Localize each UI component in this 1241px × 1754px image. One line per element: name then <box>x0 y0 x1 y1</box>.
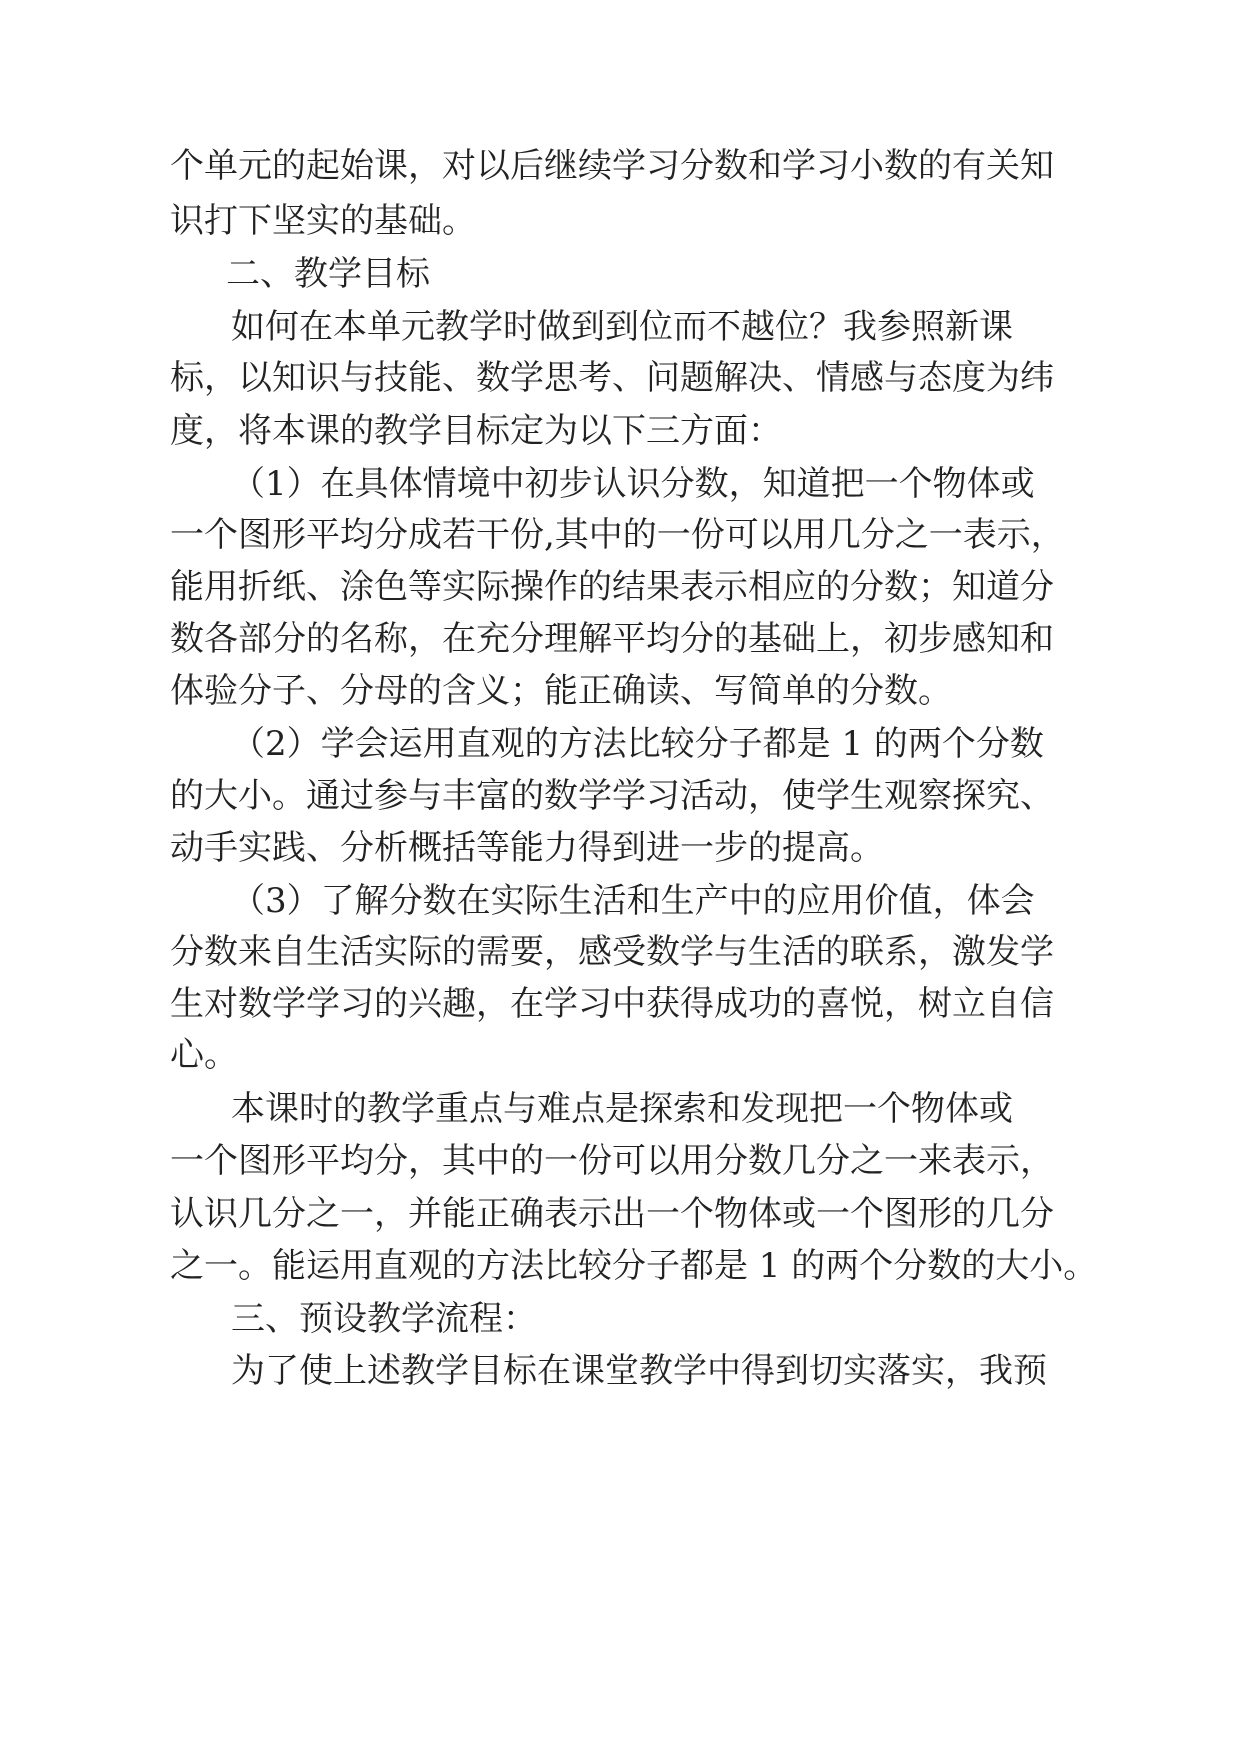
section-heading-3: 三、预设教学流程： <box>231 1299 537 1339</box>
text-line-5: 标，以知识与技能、数学思考、问题解决、情感与态度为纬 <box>170 358 1054 398</box>
text-line-11: 体验分子、分母的含义；能正确读、写简单的分数。 <box>170 671 952 711</box>
text-line-12: （2）学会运用直观的方法比较分子都是 1 的两个分数 <box>231 724 1044 764</box>
text-line-24: 为了使上述教学目标在课堂教学中得到切实落实，我预 <box>231 1351 1047 1391</box>
text-line-19: 本课时的教学重点与难点是探索和发现把一个物体或 <box>231 1089 1013 1129</box>
text-line-13: 的大小。通过参与丰富的数学学习活动，使学生观察探究、 <box>170 776 1054 816</box>
text-line-15: （3）了解分数在实际生活和生产中的应用价值，体会 <box>231 881 1035 921</box>
text-line-10: 数各部分的名称，在充分理解平均分的基础上，初步感知和 <box>170 619 1054 659</box>
text-line-21: 认识几分之一，并能正确表示出一个物体或一个图形的几分 <box>170 1194 1054 1234</box>
text-line-22: 之一。能运用直观的方法比较分子都是 1 的两个分数的大小。 <box>170 1246 1098 1286</box>
text-line-4: 如何在本单元教学时做到到位而不越位？我参照新课 <box>231 307 1013 347</box>
text-line-7: （1）在具体情境中初步认识分数，知道把一个物体或 <box>231 464 1035 504</box>
text-line-16: 分数来自生活实际的需要，感受数学与生活的联系，激发学 <box>170 932 1054 972</box>
text-line-6: 度，将本课的教学目标定为以下三方面： <box>170 411 782 451</box>
text-line-2: 识打下坚实的基础。 <box>170 201 476 241</box>
text-line-8: 一个图形平均分成若干份,其中的一份可以用几分之一表示， <box>170 515 1065 555</box>
text-line-14: 动手实践、分析概括等能力得到进一步的提高。 <box>170 828 884 868</box>
text-line-20: 一个图形平均分，其中的一份可以用分数几分之一来表示， <box>170 1141 1054 1181</box>
section-heading-2: 二、教学目标 <box>226 254 430 294</box>
text-line-18: 心。 <box>170 1035 238 1075</box>
text-line-9: 能用折纸、涂色等实际操作的结果表示相应的分数；知道分 <box>170 567 1054 607</box>
text-line-17: 生对数学学习的兴趣，在学习中获得成功的喜悦，树立自信 <box>170 984 1054 1024</box>
text-line-1: 个单元的起始课，对以后继续学习分数和学习小数的有关知 <box>170 146 1054 186</box>
